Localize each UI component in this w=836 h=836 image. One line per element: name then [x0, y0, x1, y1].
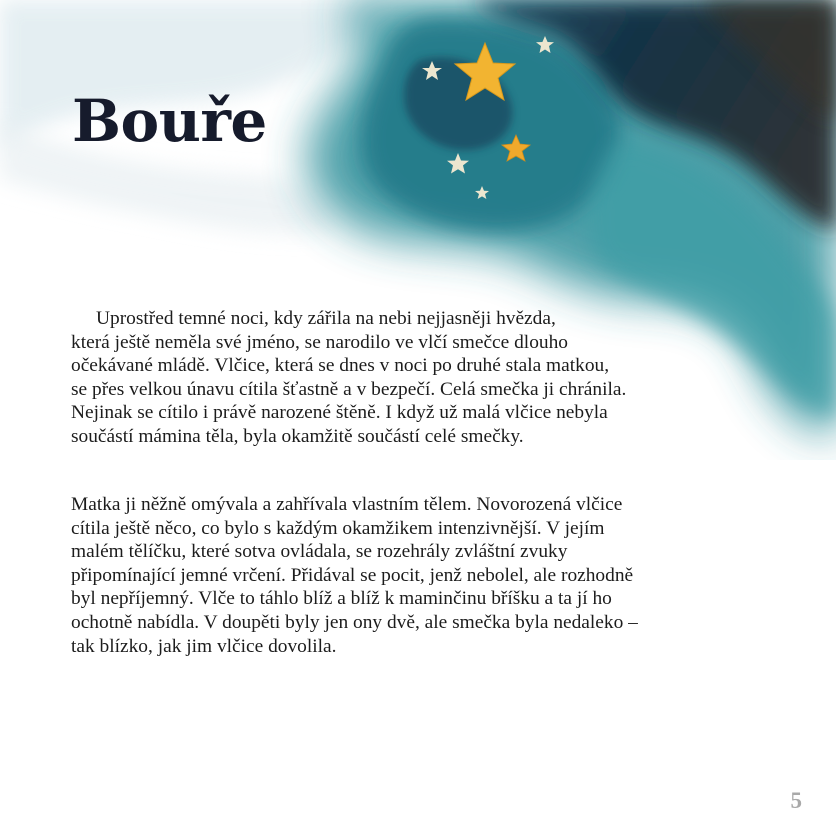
text-line: Nejinak se cítilo i právě narozené štěně. I když už malá vlčice nebyla: [71, 402, 608, 424]
text-line: se přes velkou únavu cítila šťastně a v bezpečí. Celá smečka ji chránila.: [71, 378, 627, 400]
text-line: cítila ještě něco, co bylo s každým okamžikem intenzivnější. V jejím: [71, 517, 605, 539]
text-line: Matka ji něžně omývala a zahřívala vlastním tělem. Novorozená vlčice: [71, 494, 623, 515]
body-paragraph: [71, 493, 638, 658]
text-line: malém tělíčku, které sotva ovládala, se rozehrály zvláštní zvuky: [71, 541, 568, 563]
chapter-title: Bouře: [72, 87, 267, 155]
text-line: očekávané mládě. Vlčice, která se dnes v noci po druhé stala matkou,: [71, 355, 610, 377]
text-line: která ještě neměla své jméno, se narodilo ve vlčí smečce dlouho: [71, 331, 568, 353]
body-paragraph: [71, 307, 626, 449]
text-line: tak blízko, jak jim vlčice dovolila.: [71, 635, 337, 657]
page-number: 5: [790, 788, 802, 813]
text-line: součástí mámina těla, byla okamžitě součástí celé smečky.: [71, 425, 524, 447]
text-line: ochotně nabídla. V doupěti byly jen ony dvě, ale smečka byla nedaleko –: [71, 611, 638, 633]
text-line: Uprostřed temné noci, kdy zářila na nebi nejjasněji hvězda,: [96, 308, 556, 329]
text-line: byl nepříjemný. Vlče to táhlo blíž a blíž k maminčinu bříšku a ta jí ho: [71, 588, 612, 610]
text-line: připomínající jemné vrčení. Přidával se pocit, jenž nebolel, ale rozhodně: [71, 564, 634, 586]
